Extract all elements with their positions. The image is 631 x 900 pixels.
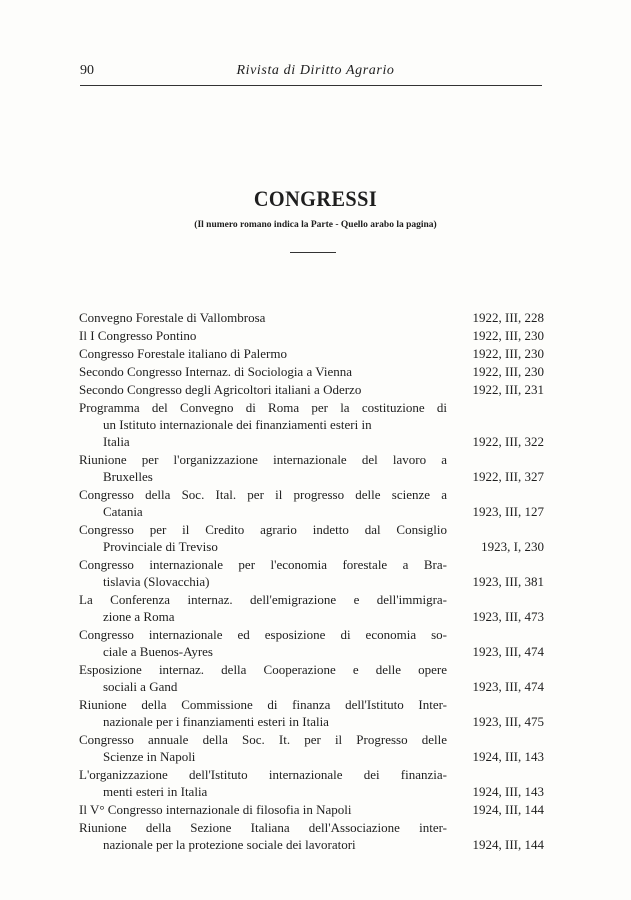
entry-reference: 1923, III, 381 xyxy=(472,574,544,589)
entry-reference: 1922, III, 228 xyxy=(472,310,544,325)
entry-title-continuation: zione a Roma xyxy=(103,609,175,624)
entry-reference: 1923, I, 230 xyxy=(481,539,544,554)
entry-reference: 1923, III, 475 xyxy=(472,714,544,729)
index-entry xyxy=(79,381,544,398)
index-entry xyxy=(79,696,544,730)
entry-title xyxy=(79,309,447,326)
entry-title-line: La Conferenza internaz. dell'emigrazione e dell'immigra- xyxy=(79,592,447,607)
entry-title xyxy=(79,696,447,730)
index-entry xyxy=(79,345,544,362)
section-subtitle: (Il numero romano indica la Parte - Quello arabo la pagina) xyxy=(194,220,437,230)
index-entry xyxy=(79,626,544,660)
entry-title xyxy=(79,381,447,398)
index-entry xyxy=(79,486,544,520)
entry-title-continuation: nazionale per i finanziamenti esteri in Italia xyxy=(103,714,329,729)
entry-title xyxy=(79,399,447,450)
entry-reference: 1923, III, 474 xyxy=(472,679,544,694)
entry-title xyxy=(79,486,447,520)
page-number: 90 xyxy=(80,63,94,78)
index-entry xyxy=(79,661,544,695)
entry-reference: 1922, III, 230 xyxy=(472,328,544,343)
index-entry xyxy=(79,591,544,625)
index-entry xyxy=(79,819,544,853)
entry-title-line: Convegno Forestale di Vallombrosa xyxy=(79,310,266,325)
entry-reference: 1922, III, 230 xyxy=(472,346,544,361)
index-entry xyxy=(79,521,544,555)
entry-title-continuation: Bruxelles xyxy=(103,469,153,484)
index-entry xyxy=(79,399,544,450)
entry-reference: 1924, III, 144 xyxy=(472,837,544,852)
congress-index-list xyxy=(79,309,544,854)
entry-title-continuation: un Istituto internazionale dei finanziamenti esteri in xyxy=(103,417,372,432)
entry-title xyxy=(79,345,447,362)
entry-title-line: Riunione della Commissione di finanza dell'Istituto Inter- xyxy=(79,697,447,712)
index-entry xyxy=(79,327,544,344)
entry-title-continuation: sociali a Gand xyxy=(103,679,178,694)
entry-title-line: Congresso internazionale ed esposizione di economia so- xyxy=(79,627,447,642)
entry-title xyxy=(79,801,447,818)
entry-title-line: Riunione della Sezione Italiana dell'Associazione inter- xyxy=(79,820,447,835)
entry-title xyxy=(79,591,447,625)
entry-reference: 1922, III, 231 xyxy=(472,382,544,397)
entry-title-continuation: ciale a Buenos-Ayres xyxy=(103,644,213,659)
entry-title xyxy=(79,327,447,344)
entry-title-line: Programma del Convegno di Roma per la costituzione di xyxy=(79,400,447,415)
index-entry xyxy=(79,731,544,765)
entry-reference: 1923, III, 474 xyxy=(472,644,544,659)
entry-title-line: Congresso annuale della Soc. It. per il Progresso delle xyxy=(79,732,447,747)
entry-title-line: Secondo Congresso degli Agricoltori italiani a Oderzo xyxy=(79,382,362,397)
entry-title-line: Congresso Forestale italiano di Palermo xyxy=(79,346,287,361)
entry-reference: 1922, III, 230 xyxy=(472,364,544,379)
entry-title xyxy=(79,556,447,590)
entry-title-continuation: tislavia (Slovacchia) xyxy=(103,574,210,589)
index-entry xyxy=(79,363,544,380)
entry-title-line: Congresso internazionale per l'economia forestale a Bra- xyxy=(79,557,447,572)
entry-title-line: Il V° Congresso internazionale di filosofia in Napoli xyxy=(79,802,352,817)
index-entry xyxy=(79,556,544,590)
entry-title-line: Congresso della Soc. Ital. per il progresso delle scienze a xyxy=(79,487,447,502)
entry-title-continuation: Italia xyxy=(103,434,130,449)
running-title: Rivista di Diritto Agrario xyxy=(236,63,395,78)
entry-title xyxy=(79,363,447,380)
entry-title xyxy=(79,451,447,485)
entry-title-line: L'organizzazione dell'Istituto internazionale dei finanzia- xyxy=(79,767,447,782)
entry-title xyxy=(79,819,447,853)
entry-reference: 1922, III, 322 xyxy=(472,434,544,449)
entry-title-continuation: Catania xyxy=(103,504,143,519)
entry-title-continuation: nazionale per la protezione sociale dei lavoratori xyxy=(103,837,356,852)
entry-title xyxy=(79,521,447,555)
index-entry xyxy=(79,309,544,326)
entry-reference: 1922, III, 327 xyxy=(472,469,544,484)
index-entry xyxy=(79,451,544,485)
index-entry xyxy=(79,766,544,800)
title-rule xyxy=(290,252,336,253)
entry-reference: 1924, III, 143 xyxy=(472,784,544,799)
entry-title-continuation: Scienze in Napoli xyxy=(103,749,196,764)
index-entry xyxy=(79,801,544,818)
entry-title xyxy=(79,661,447,695)
entry-title-line: Esposizione internaz. della Cooperazione e delle opere xyxy=(79,662,447,677)
entry-title-line: Il I Congresso Pontino xyxy=(79,328,197,343)
entry-title-continuation: Provinciale di Treviso xyxy=(103,539,218,554)
entry-reference: 1923, III, 473 xyxy=(472,609,544,624)
entry-title-line: Secondo Congresso Internaz. di Sociologia a Vienna xyxy=(79,364,352,379)
section-title: CONGRESSI xyxy=(253,186,378,211)
entry-reference: 1924, III, 144 xyxy=(472,802,544,817)
header-rule xyxy=(80,85,542,86)
entry-title-line: Riunione per l'organizzazione internazionale del lavoro a xyxy=(79,452,447,467)
entry-reference: 1923, III, 127 xyxy=(472,504,544,519)
entry-title xyxy=(79,731,447,765)
entry-title-continuation: menti esteri in Italia xyxy=(103,784,208,799)
entry-reference: 1924, III, 143 xyxy=(472,749,544,764)
entry-title-line: Congresso per il Credito agrario indetto dal Consiglio xyxy=(79,522,447,537)
entry-title xyxy=(79,626,447,660)
entry-title xyxy=(79,766,447,800)
